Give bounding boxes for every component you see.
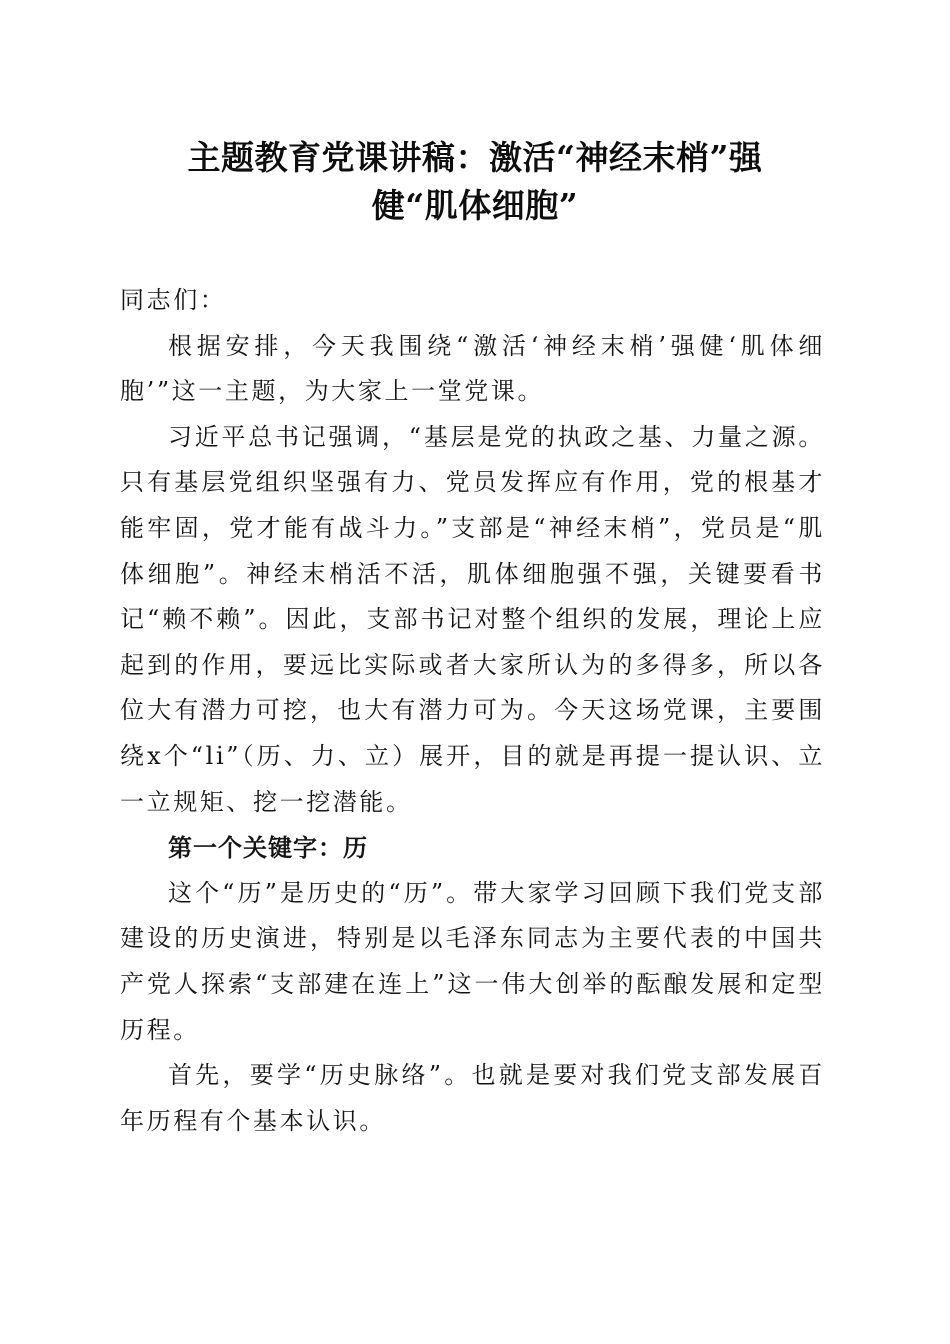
paragraph-intro: 根据安排，今天我围绕“激活‘神经末梢’强健‘肌体细胞’”这一主题，为大家上一堂党课。 [120, 331, 825, 406]
paragraph-history: 这个“历”是历史的“历”。带大家学习回顾下我们党支部建设的历史演进，特别是以毛泽东同志为主要代表的中国共产党人探索“支部建在连上”这一伟大创举的酝酿发展和定型历程。 [120, 878, 825, 1044]
title-line-1: 主题教育党课讲稿：激活“神经末梢”强 [187, 138, 763, 177]
section-heading: 第一个关键字：历 [168, 833, 368, 863]
title-line-2: 健“肌体细胞” [371, 186, 579, 225]
document-body [120, 278, 825, 1144]
salutation: 同志们： [120, 286, 227, 314]
paragraph-first: 首先，要学“历史脉络”。也就是要对我们党支部发展百年历程有个基本认识。 [120, 1061, 825, 1135]
document-title [120, 134, 830, 230]
paragraph-quote: 习近平总书记强调，“基层是党的执政之基、力量之源。只有基层党组织坚强有力、党员发挥应有作用，党的根基才能牢固，党才能有战斗力。”支部是“神经末梢”，党员是“肌体细胞”。神经末梢活不活，肌体细胞强不强，关键要看书记“赖不赖”。因此，支部书记对整个组织的发展，理论上应起到的作用，要远比实际或者大家所认为的多得多，所以各位大有潜力可挖，也大有潜力可为。今天这场党课，主要围绕x个“li”（历、力、立）展开，目的就是再提一提认识、立一立规矩、挖一挖潜能。 [120, 422, 825, 816]
